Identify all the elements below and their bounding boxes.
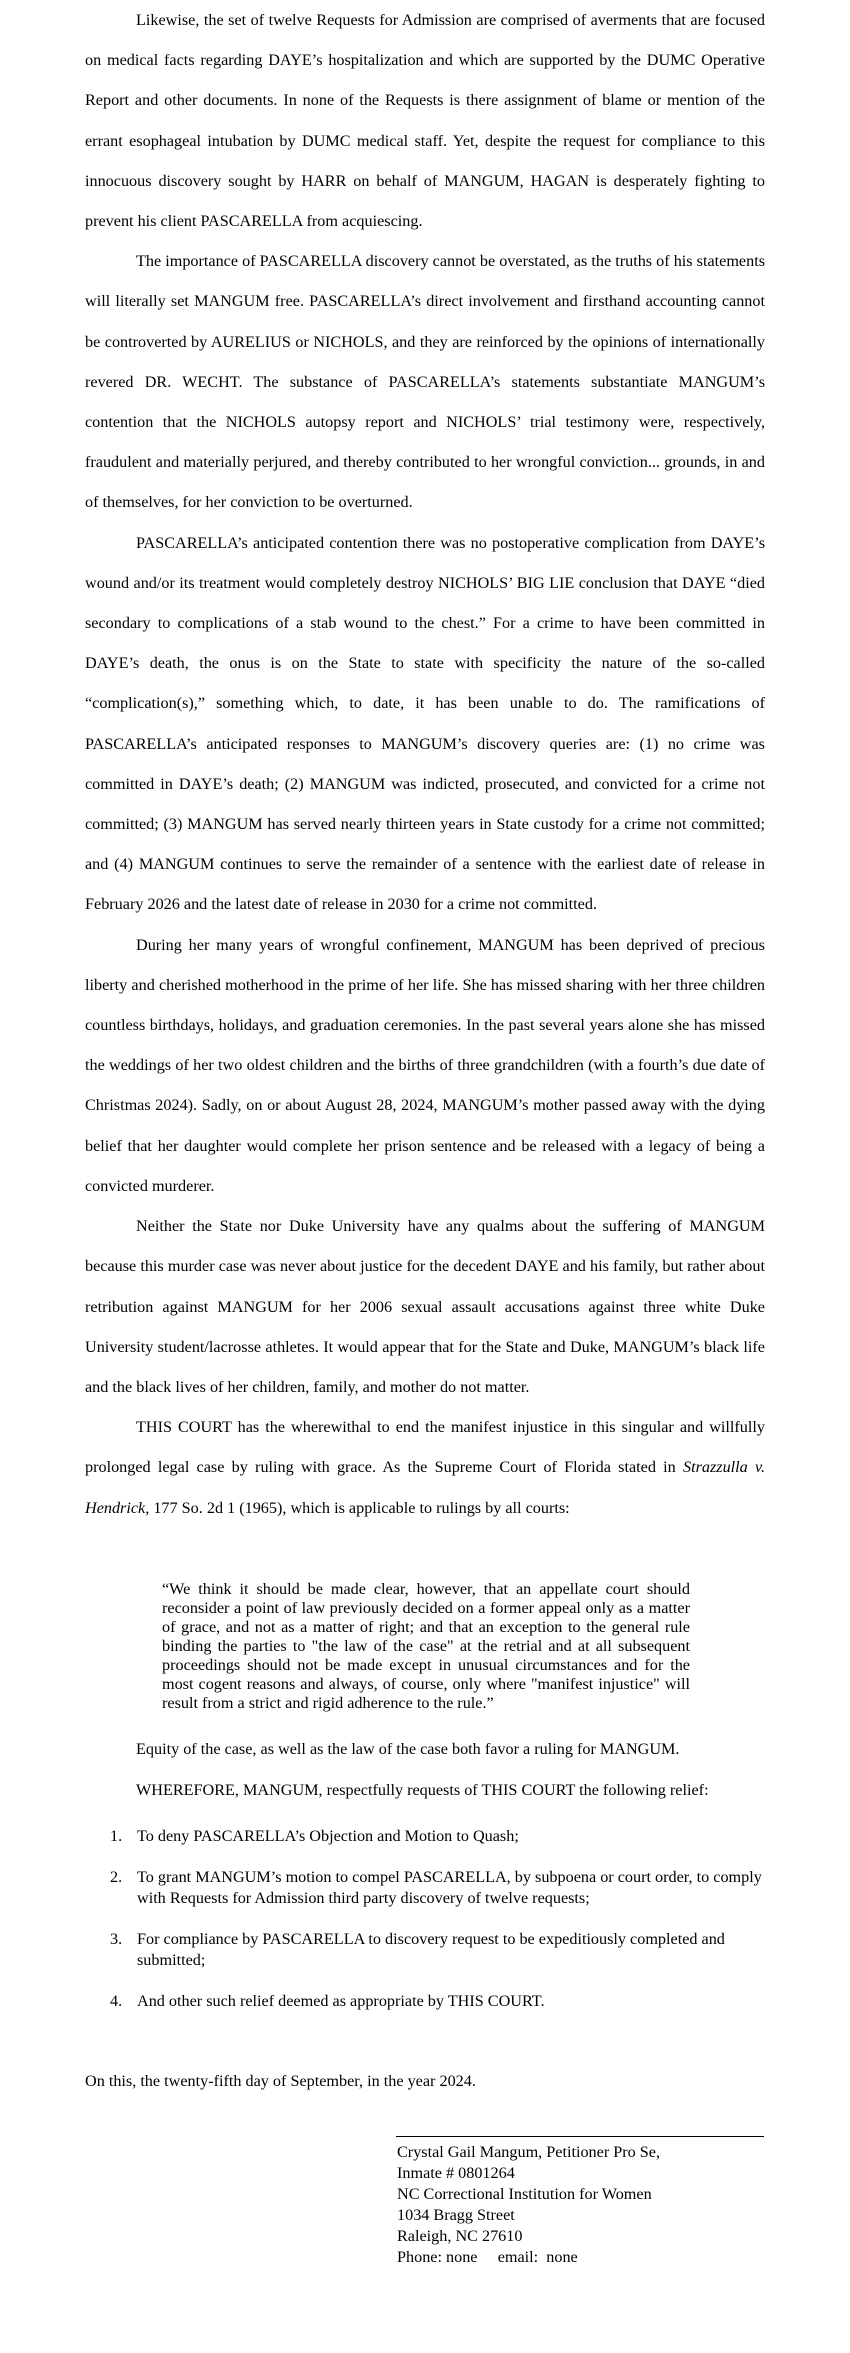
signer-name: Crystal Gail Mangum, Petitioner Pro Se,	[397, 2143, 661, 2161]
equity-line: Equity of the case, as well as the law of the case both favor a ruling for MANGUM.	[136, 1740, 680, 1758]
block-quote: “We think it should be made clear, however, that an appellate court should reconsider a point of law previously decided on a former appeal only as a matter of grace, and not as a matter of right; and that an exception to the general rule binding the parties to "the law of the case" at the retrial and at all subsequent proceedings should not be made except in unusual circumstances and for the most cogent reasons and always, of course, only where "manifest injustice" will result from a strict and rigid adherence to the rule.”	[162, 1580, 690, 1712]
inmate-number: Inmate # 0801264	[397, 2164, 515, 2182]
relief-item-number: 3.	[110, 1930, 123, 1948]
relief-item-text: To grant MANGUM’s motion to compel PASCARELLA, by subpoena or court order, to comply with Requests for Admission third party discovery of twelve requests;	[137, 1868, 762, 1907]
relief-item-text: To deny PASCARELLA’s Objection and Motion to Quash;	[137, 1827, 519, 1845]
relief-item	[110, 1826, 765, 1847]
body-text	[85, 0, 765, 1528]
paragraph-requests-for-admission: Likewise, the set of twelve Requests for Admission are comprised of averments that are focused on medical facts regarding DAYE’s hospitalization and which are supported by the DUMC Operative Report and other documents. In none of the Requests is there assignment of blame or mention of the errant esophageal intubation by DUMC medical staff. Yet, despite the request for compliance to this innocuous discovery sought by HARR on behalf of MANGUM, HAGAN is desperately fighting to prevent his client PASCARELLA from acquiescing.	[85, 11, 765, 231]
contact-info: Phone: none email: none	[397, 2248, 578, 2266]
paragraph-importance-of-discovery: The importance of PASCARELLA discovery cannot be overstated, as the truths of his statements will literally set MANGUM free. PASCARELLA’s direct involvement and firsthand accounting cannot be controverted by AURELIUS or NICHOLS, and they are reinforced by the opinions of internationally revered DR. WECHT. The substance of PASCARELLA’s statements substantiate MANGUM’s contention that the NICHOLS autopsy report and NICHOLS’ trial testimony were, respectively, fraudulent and materially perjured, and thereby contributed to her wrongful conviction... grounds, in and of themselves, for her conviction to be overturned.	[85, 252, 765, 512]
signature-block	[397, 2142, 660, 2268]
institution-name: NC Correctional Institution for Women	[397, 2185, 652, 2203]
relief-item	[110, 1867, 765, 1909]
relief-item-text: For compliance by PASCARELLA to discovery request to be expeditiously completed and submitted;	[137, 1930, 725, 1969]
street-address: 1034 Bragg Street	[397, 2206, 515, 2224]
paragraph-anticipated-contention: PASCARELLA’s anticipated contention there was no postoperative complication from DAYE’s wound and/or its treatment would completely destroy NICHOLS’ BIG LIE conclusion that DAYE “died secondary to complications of a stab wound to the chest.” For a crime to have been committed in DAYE’s death, the onus is on the State to state with specificity the nature of the so-called “complication(s),” something which, to date, it has been unable to do. The ramifications of PASCARELLA’s anticipated responses to MANGUM’s discovery queries are: (1) no crime was committed in DAYE’s death; (2) MANGUM was indicted, prosecuted, and convicted for a crime not committed; (3) MANGUM has served nearly thirteen years in State custody for a crime not committed; and (4) MANGUM continues to serve the remainder of a sentence with the earliest date of release in February 2026 and the latest date of release in 2030 for a crime not committed.	[85, 533, 765, 914]
relief-item-number: 4.	[110, 1992, 123, 2010]
paragraph-wrongful-confinement: During her many years of wrongful confinement, MANGUM has been deprived of precious liberty and cherished motherhood in the prime of her life. She has missed sharing with her three children countless birthdays, holidays, and graduation ceremonies. In the past several years alone she has missed the weddings of her two oldest children and the births of three grandchildren (with a fourth’s due date of Christmas 2024). Sadly, on or about August 28, 2024, MANGUM’s mother passed away with the dying belief that her daughter would complete her prison sentence and be released with a legacy of being a convicted murderer.	[85, 935, 765, 1195]
relief-item-number: 2.	[110, 1868, 123, 1886]
relief-item	[110, 1991, 765, 2012]
case-name: Strazzulla v. Hendrick	[85, 1458, 766, 1517]
case-citation: , 177 So. 2d 1 (1965), which is applicable to rulings by all courts:	[145, 1498, 570, 1517]
paragraph-state-and-duke: Neither the State nor Duke University have any qualms about the suffering of MANGUM because this murder case was never about justice for the decedent DAYE and his family, but rather about retribution against MANGUM for her 2006 sexual assault accusations against three white Duke University student/lacrosse athletes. It would appear that for the State and Duke, MANGUM’s black life and the black lives of her children, family, and mother do not matter.	[85, 1217, 765, 1396]
dated-line: On this, the twenty-fifth day of September, in the year 2024.	[85, 2072, 476, 2090]
city-state-zip: Raleigh, NC 27610	[397, 2227, 523, 2245]
court-paragraph-intro: THIS COURT has the wherewithal to end the manifest injustice in this singular and willfully prolonged legal case by ruling with grace. As the Supreme Court of Florida stated in	[85, 1418, 765, 1477]
relief-list	[110, 1826, 765, 2012]
relief-item	[110, 1929, 765, 1971]
relief-item-number: 1.	[110, 1827, 123, 1845]
signature-line	[396, 2136, 764, 2137]
wherefore-line: WHEREFORE, MANGUM, respectfully requests of THIS COURT the following relief:	[136, 1781, 709, 1799]
paragraph-court-grace	[85, 1407, 765, 1528]
relief-item-text: And other such relief deemed as appropriate by THIS COURT.	[137, 1992, 545, 2010]
